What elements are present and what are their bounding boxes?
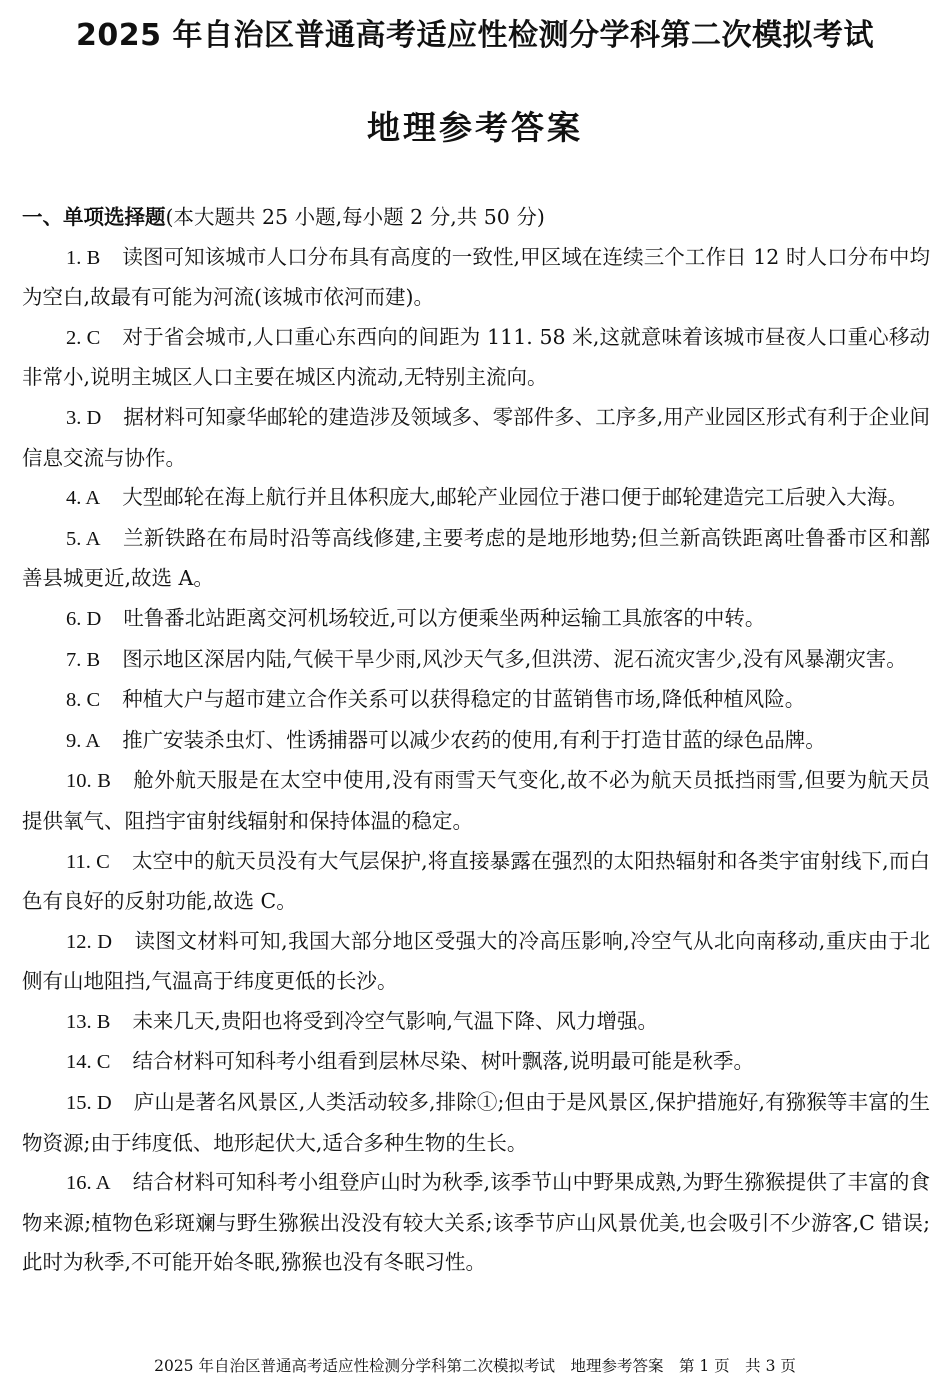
answer-number: 10. B — [66, 770, 111, 793]
answer-item — [22, 478, 930, 519]
answer-list — [22, 238, 930, 1283]
answer-explanation: 对于省会城市,人口重心东西向的间距为 111. 58 米,这就意味着该城市昼夜人口重心移动非常小,说明主城区人口主要在城区内流动,无特别主流向。 — [22, 324, 930, 390]
answer-number: 12. D — [66, 930, 113, 953]
answer-number: 13. B — [66, 1010, 111, 1033]
answer-item — [22, 640, 930, 681]
answer-number: 9. A — [66, 729, 101, 752]
exam-title: 2025 年自治区普通高考适应性检测分学科第二次模拟考试 — [76, 18, 874, 53]
answer-item — [22, 761, 930, 841]
answer-item — [22, 1163, 930, 1283]
answer-item — [22, 1042, 930, 1083]
answer-number: 1. B — [66, 246, 101, 269]
page-footer: 2025 年自治区普通高考适应性检测分学科第二次模拟考试 地理参考答案 第 1 页 共 3 页 — [154, 1357, 796, 1375]
answer-explanation: 种植大户与超市建立合作关系可以获得稳定的甘蓝销售市场,降低种植风险。 — [122, 687, 806, 712]
subject-title: 地理参考答案 — [367, 108, 583, 147]
answer-item — [22, 1002, 930, 1043]
answer-item — [22, 922, 930, 1002]
section-heading — [22, 198, 930, 238]
answer-number: 7. B — [66, 648, 101, 671]
answer-item — [22, 519, 930, 599]
answer-explanation: 未来几天,贵阳也将受到冷空气影响,气温下降、风力增强。 — [132, 1008, 658, 1033]
answer-explanation: 推广安装杀虫灯、性诱捕器可以减少农药的使用,有利于打造甘蓝的绿色品牌。 — [122, 727, 826, 752]
answer-explanation: 读图文材料可知,我国大部分地区受强大的冷高压影响,冷空气从北向南移动,重庆由于北侧有山地阻挡,气温高于纬度更低的长沙。 — [22, 928, 931, 994]
answer-number: 4. A — [66, 487, 101, 510]
answer-item — [22, 1083, 930, 1163]
section-title: 一、单项选择题 — [22, 205, 166, 229]
answer-explanation: 读图可知该城市人口分布具有高度的一致性,甲区域在连续三个工作日 12 时人口分布中均为空白,故最有可能为河流(该城市依河而建)。 — [22, 244, 930, 310]
section-note: (本大题共 25 小题,每小题 2 分,共 50 分) — [165, 205, 545, 229]
answer-explanation: 兰新铁路在布局时沿等高线修建,主要考虑的是地形地势;但兰新高铁距离吐鲁番市区和鄯善县城更近,故选 A。 — [22, 525, 930, 591]
answer-explanation: 太空中的航天员没有大气层保护,将直接暴露在强烈的太阳热辐射和各类宇宙射线下,而白色有良好的反射功能,故选 C。 — [22, 848, 931, 914]
answer-content — [22, 198, 930, 1283]
answer-number: 15. D — [66, 1092, 112, 1115]
answer-explanation: 吐鲁番北站距离交河机场较近,可以方便乘坐两种运输工具旅客的中转。 — [123, 605, 766, 630]
answer-number: 2. C — [66, 326, 101, 349]
answer-explanation: 据材料可知豪华邮轮的建造涉及领域多、零部件多、工序多,用产业园区形式有利于企业间信息交流与协作。 — [22, 404, 930, 470]
answer-explanation: 舱外航天服是在太空中使用,没有雨雪天气变化,故不必为航天员抵挡雨雪,但要为航天员提供氧气、阻挡宇宙射线辐射和保持体温的稳定。 — [22, 768, 930, 833]
answer-explanation: 庐山是著名风景区,人类活动较多,排除①;但由于是风景区,保护措施好,有猕猴等丰富的生物资源;由于纬度低、地形起伏大,适合多种生物的生长。 — [22, 1090, 930, 1155]
answer-item — [22, 599, 930, 640]
answer-item — [22, 238, 930, 318]
answer-item — [22, 842, 930, 922]
answer-item — [22, 721, 930, 762]
answer-explanation: 结合材料可知科考小组登庐山时为秋季,该季节山中野果成熟,为野生猕猴提供了丰富的食物来源;植物色彩斑斓与野生猕猴出没没有较大关系;该季节庐山风景优美,也会吸引不少游客,C 错误;此时为秋季,不可能开始冬眠,猕猴也没有冬眠习性。 — [22, 1170, 930, 1275]
answer-number: 6. D — [66, 607, 102, 630]
answer-number: 3. D — [66, 406, 102, 429]
answer-number: 8. C — [66, 689, 101, 712]
answer-explanation: 结合材料可知科考小组看到层林尽染、树叶飘落,说明最可能是秋季。 — [132, 1049, 754, 1074]
answer-explanation: 大型邮轮在海上航行并且体积庞大,邮轮产业园位于港口便于邮轮建造完工后驶入大海。 — [122, 485, 908, 510]
answer-number: 16. A — [66, 1172, 111, 1195]
answer-number: 14. C — [66, 1051, 111, 1074]
answer-item — [22, 318, 930, 398]
answer-explanation: 图示地区深居内陆,气候干旱少雨,风沙天气多,但洪涝、泥石流灾害少,没有风暴潮灾害。 — [122, 646, 907, 671]
answer-item — [22, 680, 930, 721]
answer-item — [22, 398, 930, 478]
answer-number: 11. C — [66, 850, 110, 873]
answer-number: 5. A — [66, 527, 101, 550]
